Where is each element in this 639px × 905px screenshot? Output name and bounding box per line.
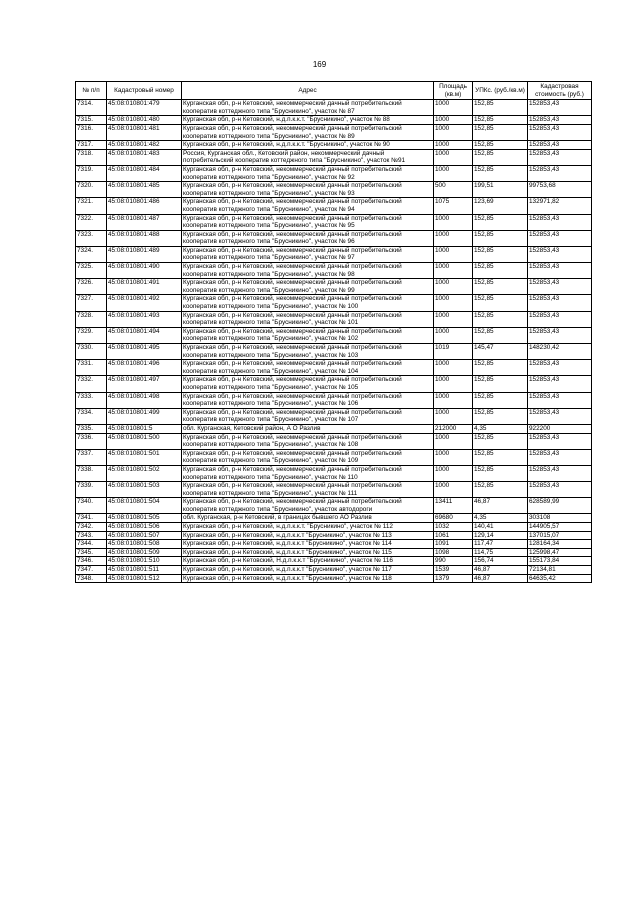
cadastral-number-cell: 45:08:010801:509: [107, 548, 182, 557]
area-cell: 1000: [434, 295, 473, 311]
address-cell: Курганская обл, р-н Кетовский, некоммерческий дачный потребительский кооператив коттеджного типа "Брусникино", участок № 101: [182, 311, 434, 327]
cadastral-number-cell: 45:08:010801:483: [107, 149, 182, 165]
row-number-cell: 7322.: [76, 214, 107, 230]
row-number-cell: 7344.: [76, 540, 107, 549]
upks-cell: 152,85: [473, 449, 528, 465]
cadastral-cost-cell: 628589,99: [528, 498, 592, 514]
table-row: [76, 230, 592, 246]
cadastral-number-cell: 45:08:010801:505: [107, 514, 182, 523]
cadastral-cost-cell: 152853,43: [528, 149, 592, 165]
area-cell: 1000: [434, 149, 473, 165]
cadastral-number-cell: 45:08:010801:495: [107, 344, 182, 360]
cadastral-number-cell: 45:08:010801:502: [107, 465, 182, 481]
row-number-cell: 7314.: [76, 100, 107, 116]
table-row: [76, 279, 592, 295]
table-row: [76, 246, 592, 262]
address-cell: Россия, Курганская обл., Кетовский район, некоммерческий дачный потребительский кооператив коттеджного типа "Брусникино", участок №91: [182, 149, 434, 165]
area-cell: 13411: [434, 498, 473, 514]
area-cell: 1000: [434, 360, 473, 376]
header-cadastral-cost: Кадастровая стоимость (руб.): [528, 82, 592, 100]
address-cell: обл. Курганская, Кетовский район, А О Разлив: [182, 424, 434, 433]
cadastral-cost-cell: 152853,43: [528, 230, 592, 246]
upks-cell: 152,85: [473, 360, 528, 376]
row-number-cell: 7340.: [76, 498, 107, 514]
cadastral-number-cell: 45:08:010801:5: [107, 424, 182, 433]
cadastral-number-cell: 45:08:010801:484: [107, 165, 182, 181]
header-upks: УПКс. (руб./кв.м): [473, 82, 528, 100]
table-row: [76, 465, 592, 481]
upks-cell: 152,85: [473, 392, 528, 408]
upks-cell: 152,85: [473, 230, 528, 246]
table-row: [76, 531, 592, 540]
upks-cell: 152,85: [473, 116, 528, 125]
cadastral-cost-cell: 152853,43: [528, 408, 592, 424]
address-cell: Курганская обл, р-н Кетовский, н.д.п.к.к.т "Брусникино", участок № 117: [182, 566, 434, 575]
area-cell: 1075: [434, 198, 473, 214]
row-number-cell: 7321.: [76, 198, 107, 214]
cadastral-cost-cell: 152853,43: [528, 100, 592, 116]
area-cell: 1000: [434, 263, 473, 279]
cadastral-cost-cell: 152853,43: [528, 246, 592, 262]
header-num: № п/п: [76, 82, 107, 100]
area-cell: 1061: [434, 531, 473, 540]
table-row: [76, 311, 592, 327]
area-cell: 1000: [434, 141, 473, 150]
upks-cell: 4,35: [473, 424, 528, 433]
table-row: [76, 124, 592, 140]
row-number-cell: 7330.: [76, 344, 107, 360]
area-cell: 1019: [434, 344, 473, 360]
address-cell: Курганская обл, р-н Кетовский, некоммерческий дачный потребительский кооператив коттеджного типа "Брусникино", участок № 107: [182, 408, 434, 424]
header-area: Площадь (кв.м): [434, 82, 473, 100]
address-cell: Курганская обл, р-н Кетовский, некоммерческий дачный потребительский кооператив коттеджного типа "Брусникино", участок № 87: [182, 100, 434, 116]
cadastral-cost-cell: 152853,43: [528, 327, 592, 343]
area-cell: 1000: [434, 433, 473, 449]
address-cell: Курганская обл, р-н Кетовский, некоммерческий дачный потребительский кооператив коттеджного типа "Брусникино", участок № 109: [182, 449, 434, 465]
address-cell: Курганская обл, р-н Кетовский, н.д.п.к.к.т "Брусникино", участок № 114: [182, 540, 434, 549]
address-cell: Курганская обл, р-н Кетовский, некоммерческий дачный потребительский кооператив коттеджного типа "Брусникино", участок № 98: [182, 263, 434, 279]
header-address: Адрес: [182, 82, 434, 100]
table-row: [76, 295, 592, 311]
cadastral-cost-cell: 152853,43: [528, 124, 592, 140]
cadastral-number-cell: 45:08:010801:488: [107, 230, 182, 246]
upks-cell: 156,74: [473, 557, 528, 566]
upks-cell: 140,41: [473, 523, 528, 532]
upks-cell: 152,85: [473, 149, 528, 165]
table-row: [76, 141, 592, 150]
address-cell: Курганская обл, р-н Кетовский, некоммерческий дачный потребительский кооператив коттеджного типа "Брусникино", участок № 89: [182, 124, 434, 140]
cadastral-number-cell: 45:08:010801:480: [107, 116, 182, 125]
upks-cell: 152,85: [473, 165, 528, 181]
row-number-cell: 7339.: [76, 482, 107, 498]
cadastral-cost-cell: 148230,42: [528, 344, 592, 360]
upks-cell: 152,85: [473, 482, 528, 498]
upks-cell: 46,87: [473, 498, 528, 514]
cadastral-cost-cell: 152853,43: [528, 311, 592, 327]
table-row: [76, 449, 592, 465]
table-row: [76, 514, 592, 523]
area-cell: 1000: [434, 376, 473, 392]
area-cell: 1000: [434, 449, 473, 465]
cadastral-number-cell: 45:08:010801:508: [107, 540, 182, 549]
table-row: [76, 498, 592, 514]
upks-cell: 199,51: [473, 182, 528, 198]
address-cell: Курганская обл, р-н Кетовский, некоммерческий дачный потребительский кооператив коттеджного типа "Брусникино", участок № 102: [182, 327, 434, 343]
cadastral-number-cell: 45:08:010801:493: [107, 311, 182, 327]
address-cell: Курганская обл, р-н Кетовский, некоммерческий дачный потребительский кооператив коттеджного типа "Брусникино", участок № 111: [182, 482, 434, 498]
address-cell: Курганская обл, р-н Кетовский, некоммерческий дачный потребительский кооператив коттеджного типа "Брусникино", участок № 93: [182, 182, 434, 198]
cadastral-number-cell: 45:08:010801:487: [107, 214, 182, 230]
area-cell: 69680: [434, 514, 473, 523]
row-number-cell: 7341.: [76, 514, 107, 523]
row-number-cell: 7329.: [76, 327, 107, 343]
area-cell: 1098: [434, 548, 473, 557]
upks-cell: 152,85: [473, 124, 528, 140]
upks-cell: 152,85: [473, 376, 528, 392]
table-row: [76, 165, 592, 181]
area-cell: 1000: [434, 246, 473, 262]
cadastral-number-cell: 45:08:010801:507: [107, 531, 182, 540]
cadastral-cost-cell: 303108: [528, 514, 592, 523]
cadastral-cost-cell: 152853,43: [528, 279, 592, 295]
upks-cell: 46,87: [473, 574, 528, 583]
address-cell: обл. Курганская, р-н Кетовский, в границах бывшего АО Разлив: [182, 514, 434, 523]
upks-cell: 152,85: [473, 246, 528, 262]
cadastral-number-cell: 45:08:010801:512: [107, 574, 182, 583]
area-cell: 1000: [434, 327, 473, 343]
table-row: [76, 574, 592, 583]
table-row: [76, 182, 592, 198]
row-number-cell: 7343.: [76, 531, 107, 540]
area-cell: 1000: [434, 165, 473, 181]
area-cell: 1000: [434, 392, 473, 408]
upks-cell: 117,47: [473, 540, 528, 549]
cadastral-number-cell: 45:08:010801:501: [107, 449, 182, 465]
cadastral-cost-cell: 64635,42: [528, 574, 592, 583]
table-row: [76, 100, 592, 116]
row-number-cell: 7315.: [76, 116, 107, 125]
cadastral-cost-cell: 137015,07: [528, 531, 592, 540]
area-cell: 1091: [434, 540, 473, 549]
address-cell: Курганская обл, р-н Кетовский, некоммерческий дачный потребительский кооператив коттеджного типа "Брусникино", участок № 94: [182, 198, 434, 214]
cadastral-number-cell: 45:08:010801:503: [107, 482, 182, 498]
cadastral-cost-cell: 152853,43: [528, 116, 592, 125]
cadastral-number-cell: 45:08:010801:481: [107, 124, 182, 140]
address-cell: Курганская обл, р-н Кетовский, н.д.п.к.к.т. "Брусникино", участок № 88: [182, 116, 434, 125]
cadastral-cost-cell: 152853,43: [528, 141, 592, 150]
upks-cell: 152,85: [473, 465, 528, 481]
area-cell: 1539: [434, 566, 473, 575]
cadastral-cost-cell: 152853,43: [528, 165, 592, 181]
address-cell: Курганская обл, р-н Кетовский, некоммерческий дачный потребительский кооператив коттеджного типа "Брусникино", участок № 104: [182, 360, 434, 376]
row-number-cell: 7318.: [76, 149, 107, 165]
cadastral-cost-cell: 99753,68: [528, 182, 592, 198]
address-cell: Курганская обл, р-н Кетовский, некоммерческий дачный потребительский кооператив коттеджного типа "Брусникино", участок № 108: [182, 433, 434, 449]
cadastral-number-cell: 45:08:010801:496: [107, 360, 182, 376]
row-number-cell: 7331.: [76, 360, 107, 376]
upks-cell: 152,85: [473, 433, 528, 449]
cadastral-number-cell: 45:08:010801:482: [107, 141, 182, 150]
upks-cell: 152,85: [473, 311, 528, 327]
cadastral-cost-cell: 125998,47: [528, 548, 592, 557]
upks-cell: 152,85: [473, 295, 528, 311]
cadastral-number-cell: 45:08:010801:491: [107, 279, 182, 295]
cadastral-number-cell: 45:08:010801:506: [107, 523, 182, 532]
row-number-cell: 7317.: [76, 141, 107, 150]
cadastral-cost-cell: 152853,43: [528, 360, 592, 376]
table-row: [76, 360, 592, 376]
upks-cell: 152,85: [473, 408, 528, 424]
upks-cell: 152,85: [473, 141, 528, 150]
cadastral-number-cell: 45:08:010801:489: [107, 246, 182, 262]
area-cell: 1000: [434, 482, 473, 498]
cadastral-cost-cell: 152853,43: [528, 392, 592, 408]
address-cell: Курганская обл, р-н Кетовский, некоммерческий дачный потребительский кооператив коттеджного типа "Брусникино", участок № 92: [182, 165, 434, 181]
page-number: 169: [312, 60, 327, 69]
row-number-cell: 7342.: [76, 523, 107, 532]
table-row: [76, 557, 592, 566]
row-number-cell: 7327.: [76, 295, 107, 311]
cadastral-number-cell: 45:08:010801:479: [107, 100, 182, 116]
row-number-cell: 7335.: [76, 424, 107, 433]
address-cell: Курганская обл, р-н Кетовский, некоммерческий дачный потребительский кооператив коттеджного типа "Брусникино", участок № 110: [182, 465, 434, 481]
cadastral-table: [75, 81, 592, 583]
header-cadastral-number: Кадастровый номер: [107, 82, 182, 100]
upks-cell: 145,47: [473, 344, 528, 360]
cadastral-cost-cell: 922200: [528, 424, 592, 433]
cadastral-number-cell: 45:08:010801:485: [107, 182, 182, 198]
row-number-cell: 7332.: [76, 376, 107, 392]
row-number-cell: 7324.: [76, 246, 107, 262]
table-row: [76, 408, 592, 424]
table-row: [76, 523, 592, 532]
cadastral-cost-cell: 152853,43: [528, 449, 592, 465]
address-cell: Курганская обл, р-н Кетовский, некоммерческий дачный потребительский кооператив коттеджного типа "Брусникино", участок № 105: [182, 376, 434, 392]
cadastral-number-cell: 45:08:010801:510: [107, 557, 182, 566]
row-number-cell: 7346.: [76, 557, 107, 566]
table-row: [76, 392, 592, 408]
cadastral-cost-cell: 128164,34: [528, 540, 592, 549]
cadastral-cost-cell: 152853,43: [528, 214, 592, 230]
row-number-cell: 7316.: [76, 124, 107, 140]
cadastral-cost-cell: 152853,43: [528, 433, 592, 449]
row-number-cell: 7345.: [76, 548, 107, 557]
cadastral-cost-cell: 155173,84: [528, 557, 592, 566]
cadastral-number-cell: 45:08:010801:494: [107, 327, 182, 343]
upks-cell: 46,87: [473, 566, 528, 575]
address-cell: Курганская обл, р-н Кетовский, н.д.п.к.к.т. "Брусникино", участок № 112: [182, 523, 434, 532]
table-row: [76, 344, 592, 360]
cadastral-number-cell: 45:08:010801:499: [107, 408, 182, 424]
area-cell: 990: [434, 557, 473, 566]
upks-cell: 129,14: [473, 531, 528, 540]
row-number-cell: 7320.: [76, 182, 107, 198]
upks-cell: 152,85: [473, 100, 528, 116]
row-number-cell: 7334.: [76, 408, 107, 424]
table-row: [76, 566, 592, 575]
address-cell: Курганская обл, р-н Кетовский, н.д.п.к.к.т "Брусникино", участок № 118: [182, 574, 434, 583]
row-number-cell: 7319.: [76, 165, 107, 181]
address-cell: Курганская обл, р-н Кетовский, некоммерческий дачный потребительский кооператив коттеджного типа "Брусникино", участок № 100: [182, 295, 434, 311]
cadastral-cost-cell: 72134,81: [528, 566, 592, 575]
table-header-row: [76, 82, 592, 100]
table-row: [76, 540, 592, 549]
row-number-cell: 7333.: [76, 392, 107, 408]
cadastral-number-cell: 45:08:010801:490: [107, 263, 182, 279]
cadastral-number-cell: 45:08:010801:492: [107, 295, 182, 311]
area-cell: 1000: [434, 124, 473, 140]
table-row: [76, 116, 592, 125]
address-cell: Курганская обл, р-н Кетовский, н.д.п.к.к.т "Брусникино", участок № 113: [182, 531, 434, 540]
row-number-cell: 7323.: [76, 230, 107, 246]
cadastral-number-cell: 45:08:010801:498: [107, 392, 182, 408]
address-cell: Курганская обл, р-н Кетовский, Н.д.п.к.к.т "Брусникино", участок № 116: [182, 557, 434, 566]
table-row: [76, 433, 592, 449]
upks-cell: 152,85: [473, 327, 528, 343]
row-number-cell: 7325.: [76, 263, 107, 279]
table-row: [76, 198, 592, 214]
area-cell: 212000: [434, 424, 473, 433]
area-cell: 1379: [434, 574, 473, 583]
cadastral-cost-cell: 152853,43: [528, 376, 592, 392]
address-cell: Курганская обл, р-н Кетовский, некоммерческий дачный потребительский кооператив коттеджного типа "Брусникино", участок № 103: [182, 344, 434, 360]
table-row: [76, 376, 592, 392]
cadastral-number-cell: 45:08:010801:511: [107, 566, 182, 575]
area-cell: 1000: [434, 214, 473, 230]
cadastral-number-cell: 45:08:010801:500: [107, 433, 182, 449]
row-number-cell: 7347.: [76, 566, 107, 575]
upks-cell: 152,85: [473, 263, 528, 279]
address-cell: Курганская обл, р-н Кетовский, некоммерческий дачный потребительский кооператив коттеджного типа "Брусникино", участок № 106: [182, 392, 434, 408]
cadastral-cost-cell: 152853,43: [528, 295, 592, 311]
upks-cell: 4,35: [473, 514, 528, 523]
address-cell: Курганская обл, р-н Кетовский, н.д.п.к.к.т "Брусникино", участок № 115: [182, 548, 434, 557]
upks-cell: 152,85: [473, 279, 528, 295]
area-cell: 1000: [434, 230, 473, 246]
address-cell: Курганская обл, р-н Кетовский, некоммерческий дачный потребительский кооператив коттеджного типа "Брусникино", участок № 99: [182, 279, 434, 295]
table-row: [76, 214, 592, 230]
area-cell: 1000: [434, 311, 473, 327]
address-cell: Курганская обл, р-н Кетовский, н.д.п.к.к.т. "Брусникино", участок № 90: [182, 141, 434, 150]
area-cell: 1000: [434, 408, 473, 424]
row-number-cell: 7338.: [76, 465, 107, 481]
cadastral-cost-cell: 144905,57: [528, 523, 592, 532]
address-cell: Курганская обл, р-н Кетовский, некоммерческий дачный потребительский кооператив коттеджного типа "Брусникино", участок автодороги: [182, 498, 434, 514]
cadastral-number-cell: 45:08:010801:497: [107, 376, 182, 392]
area-cell: 1000: [434, 100, 473, 116]
area-cell: 1032: [434, 523, 473, 532]
row-number-cell: 7336.: [76, 433, 107, 449]
area-cell: 1000: [434, 279, 473, 295]
row-number-cell: 7337.: [76, 449, 107, 465]
cadastral-number-cell: 45:08:010801:486: [107, 198, 182, 214]
address-cell: Курганская обл, р-н Кетовский, некоммерческий дачный потребительский кооператив коттеджного типа "Брусникино", участок № 95: [182, 214, 434, 230]
address-cell: Курганская обл, р-н Кетовский, некоммерческий дачный потребительский кооператив коттеджного типа "Брусникино", участок № 96: [182, 230, 434, 246]
address-cell: Курганская обл, р-н Кетовский, некоммерческий дачный потребительский кооператив коттеджного типа "Брусникино", участок № 97: [182, 246, 434, 262]
table-row: [76, 263, 592, 279]
cadastral-cost-cell: 132971,82: [528, 198, 592, 214]
cadastral-cost-cell: 152853,43: [528, 482, 592, 498]
table-row: [76, 548, 592, 557]
row-number-cell: 7348.: [76, 574, 107, 583]
cadastral-number-cell: 45:08:010801:504: [107, 498, 182, 514]
table-row: [76, 482, 592, 498]
area-cell: 1000: [434, 116, 473, 125]
table-row: [76, 424, 592, 433]
table-row: [76, 149, 592, 165]
row-number-cell: 7328.: [76, 311, 107, 327]
cadastral-cost-cell: 152853,43: [528, 465, 592, 481]
area-cell: 1000: [434, 465, 473, 481]
row-number-cell: 7326.: [76, 279, 107, 295]
upks-cell: 114,75: [473, 548, 528, 557]
table-row: [76, 327, 592, 343]
cadastral-cost-cell: 152853,43: [528, 263, 592, 279]
upks-cell: 152,85: [473, 214, 528, 230]
area-cell: 500: [434, 182, 473, 198]
upks-cell: 123,69: [473, 198, 528, 214]
